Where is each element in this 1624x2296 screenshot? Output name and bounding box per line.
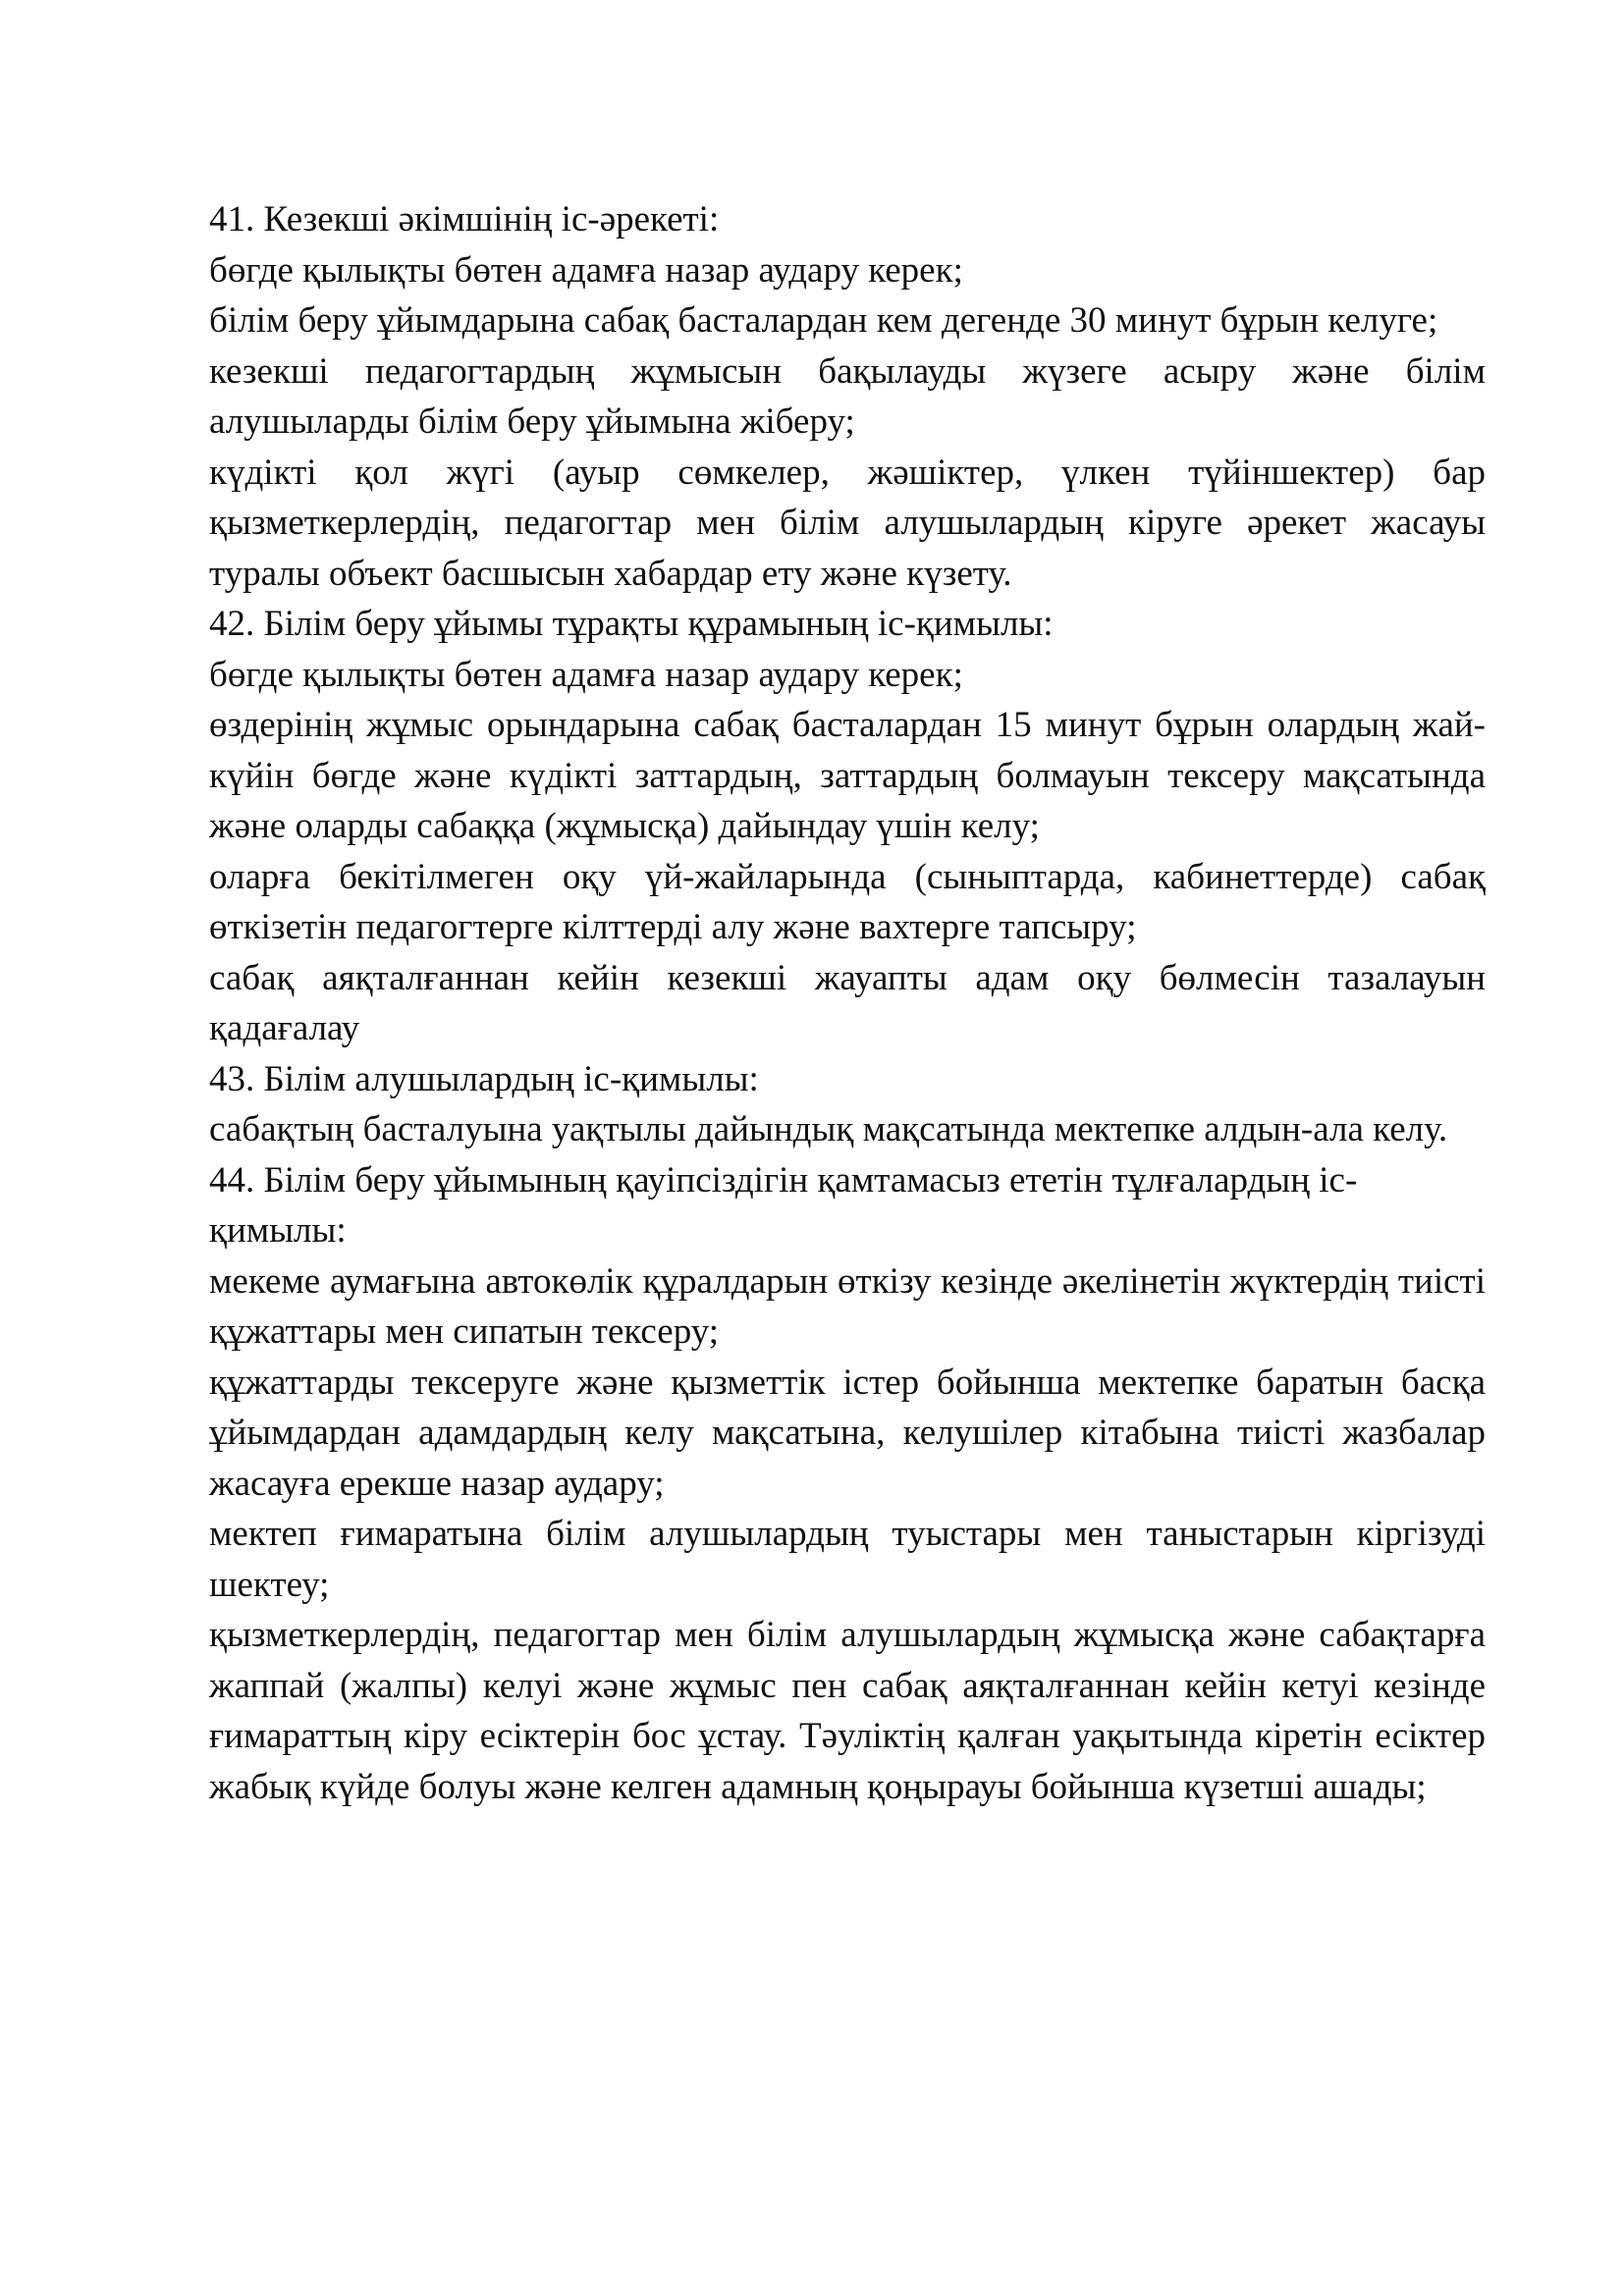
section-43-item-1: сабақтың басталуына уақтылы дайындық мақсатында мектепке алдын-ала келу. [209,1109,1448,1149]
section-42-item-4: сабақ аяқталғаннан кейін кезекші жауапты адам оқу бөлмесін тазалауын қадағалау [209,957,1486,1048]
section-44-item-3: мектеп ғимаратына білім алушылардың туыстары мен таныстарын кіргізуді шектеу; [209,1514,1486,1605]
section-44-item-2: құжаттарды тексеруге және қызметтік істер бойынша мектепке баратын басқа ұйымдардан адамдардың келу мақсатына, келушілер кітабына тиісті жазбалар жасауға ерекше назар аудару; [209,1362,1486,1504]
section-42-heading: 42. Білім беру ұйымы тұрақты құрамының іс-қимылы: [209,604,1054,644]
section-42-item-2: өздерінің жұмыс орындарына сабақ басталардан 15 минут бұрын олардың жай-күйін бөгде және күдікті заттардың, заттардың болмауын тексеру мақсатында және оларды сабаққа (жұмысқа) дайындау үшін келу; [209,705,1486,846]
section-41-item-4: күдікті қол жүгі (ауыр сөмкелер, жәшіктер, үлкен түйіншектер) бар қызметкерлердің, педагогтар мен білім алушылардың кіруге әрекет жасауы туралы объект басшысын хабардар ету және күзету. [209,452,1486,594]
section-41-heading: 41. Кезекші әкімшінің іс-әрекеті: [209,199,720,240]
document-page [209,194,1486,1812]
section-44-heading: 44. Білім беру ұйымының қауіпсіздігін қамтамасыз ететін тұлғалардың іс-қимылы: [209,1159,1358,1251]
section-43-heading: 43. Білім алушылардың іс-қимылы: [209,1058,759,1099]
section-41-item-2: білім беру ұйымдарына сабақ басталардан кем дегенде 30 минут бұрын келуге; [209,300,1438,341]
section-41-item-3: кезекші педагогтардың жұмысын бақылауды жүзеге асыру және білім алушыларды білім беру ұйымына жіберу; [209,350,1486,442]
section-42-item-3: оларға бекітілмеген оқу үй-жайларында (сыныптарда, кабинеттерде) сабақ өткізетін педагогтерге кілттерді алу және вахтерге тапсыру; [209,856,1486,947]
section-41-item-1: бөгде қылықты бөтен адамға назар аудару керек; [209,249,963,291]
section-42-item-1: бөгде қылықты бөтен адамға назар аудару керек; [209,654,963,695]
section-44-item-4: қызметкерлердің, педагогтар мен білім алушылардың жұмысқа және сабақтарға жаппай (жалпы) келуі және жұмыс пен сабақ аяқталғаннан кейін кетуі кезінде ғимараттың кіру есіктерін бос ұстау. Тәуліктің қалған уақытында кіретін есіктер жабық күйде болуы және келген адамның қоңырауы бойынша күзетші ашады; [209,1615,1486,1807]
section-44-item-1: мекеме аумағына автокөлік құралдарын өткізу кезінде әкелінетін жүктердің тиісті құжаттары мен сипатын тексеру; [209,1260,1486,1352]
